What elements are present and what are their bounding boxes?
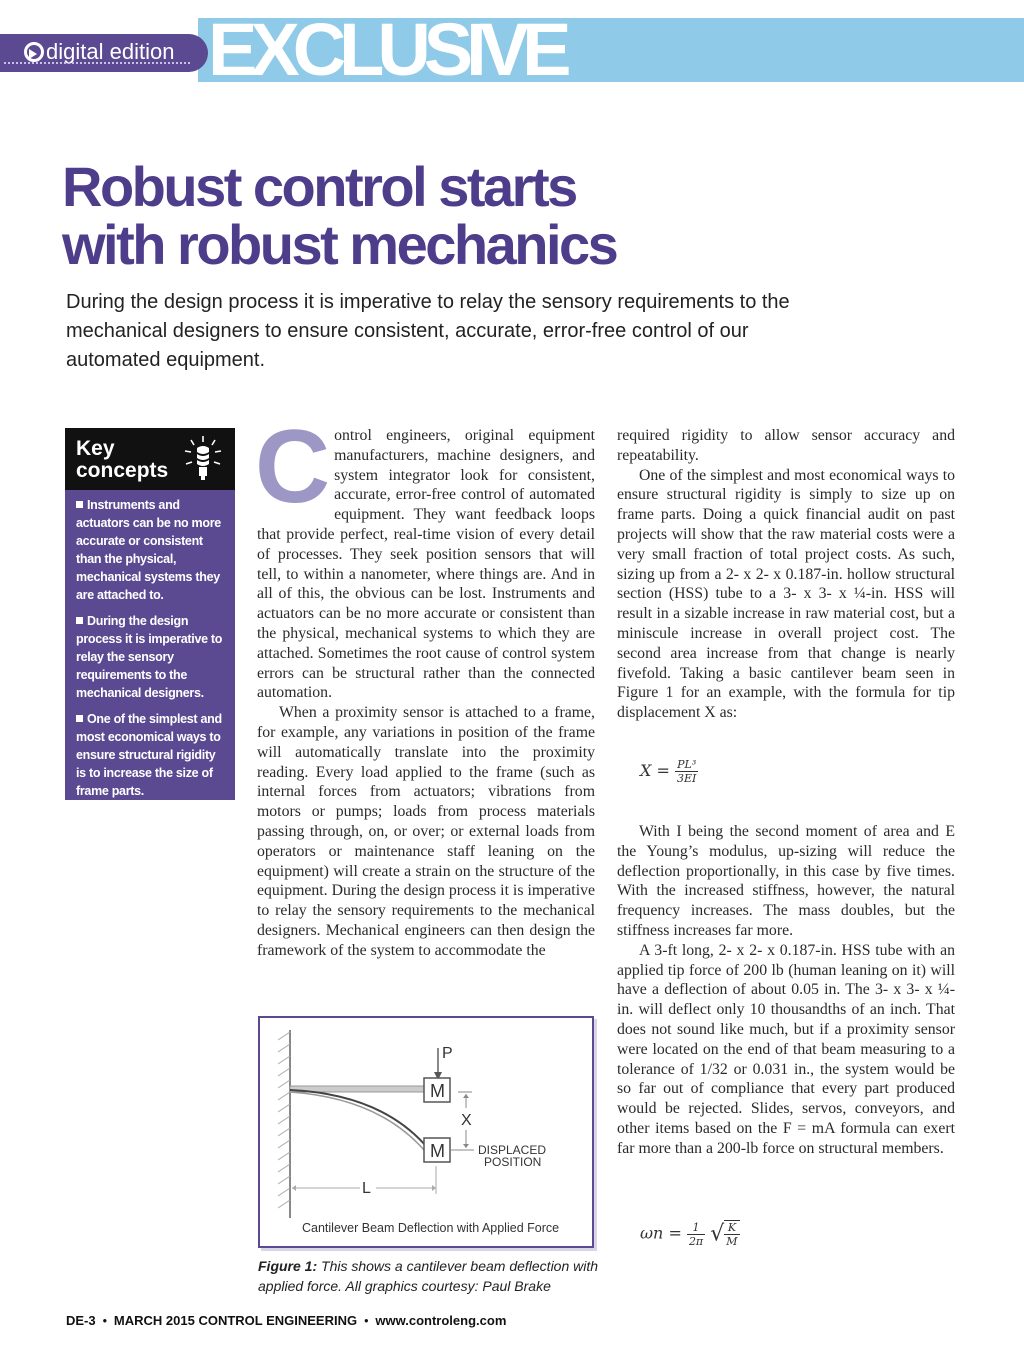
equation-lhs: ωn = (640, 1223, 682, 1243)
equation-fraction (675, 758, 698, 785)
figure-1 (258, 1016, 594, 1248)
load-label: P (442, 1045, 453, 1062)
equation-numerator: PL³ (675, 758, 698, 772)
figure-caption (258, 1256, 603, 1296)
digital-edition-tab[interactable] (0, 34, 208, 72)
bullet-square-icon (76, 715, 83, 722)
deflection-label: X (461, 1112, 472, 1129)
length-label: L (362, 1180, 371, 1197)
body-paragraph: With I being the second moment of area and E the Young’s modulus, up-sizing will reduce the deflection proportionally, in this case by five times. With the increased stiffness, however, the natural frequency increases. The mass doubles, but the stiffness increases far more. (617, 823, 955, 939)
issue-info: MARCH 2015 CONTROL ENGINEERING (113, 1313, 358, 1328)
displaced-label-1: DISPLACED (478, 1143, 547, 1157)
equation-fraction (687, 1221, 705, 1248)
dotted-underline (4, 62, 190, 64)
equation-denominator: 3EI (676, 772, 697, 785)
body-paragraph: required rigidity to allow sensor accuracy and repeatability. (617, 427, 955, 464)
body-paragraph: One of the simplest and most economical ways to ensure structural rigidity is simply to size up on frame parts. Doing a quick financial audit on past projects will show that the raw material costs were a very small fraction of total project costs. As such, sizing up from a 2- x 2- x 0.187-in. hollow structural section (HSS) tube to a 3- x 3- x ¼-in. HSS will result in a sizable increase in raw material cost, but a miniscule increase in overall project cost. The second area increase from that change is nearly fivefold. Taking a basic cantilever beam seen in Figure 1 for an example, with the formula for tip displacement X as: (617, 466, 955, 722)
mass-label-displaced: M (430, 1141, 445, 1161)
key-concepts-title-line2: concepts (76, 459, 169, 482)
page-number: DE-3 (66, 1313, 96, 1328)
key-concept-text: One of the simplest and most economical ways to ensure structural rigidity is to increase the size of frame parts. (76, 712, 222, 798)
displaced-label-2: POSITION (484, 1155, 542, 1169)
key-concepts-title-line1: Key (76, 437, 115, 460)
digital-edition-label: digital edition (46, 39, 175, 64)
cantilever-diagram (260, 1018, 592, 1246)
body-paragraph: When a proximity sensor is attached to a frame, for example, any variations in position of the frame will automatically translate into the proximity reading. Every load applied to the frame (such as internal forces from actuators; vibrations from motors or pumps; loads from process materials passing through, on, or over; or external loads from operators or maintenance staff leaning on the equipment) will create a strain on the structure of the equipment. During the design process it is imperative to relay the sensory requirements to the mechanical designers. Mechanical engineers can then design the framework of the system to accommodate the (257, 704, 595, 959)
header-banner (0, 8, 1024, 91)
article-title (62, 155, 962, 276)
radical-sign-icon: √ (710, 1221, 725, 1247)
diagram-title: Cantilever Beam Deflection with Applied Force (302, 1221, 560, 1235)
footer-separator: • (102, 1314, 107, 1328)
footer-separator: • (364, 1314, 369, 1328)
body-paragraph: ontrol engineers, original equipment manufacturers, machine designers, and system integrator look for consistent, accurate, error-free control of automated equipment. They want feedback loops that provide perfect, real-time vision of every detail of processes. They seek position sensors that will tell, to within a nanometer, where things are. And in all of this, the obvious can be lost. Instruments and actuators can be no more accurate or consistent than the physical, mechanical systems to which they are attached. Sometimes the root cause of control system errors can be structural rather than the connected automation. (257, 427, 595, 702)
caption-text: This shows a cantilever beam deflection with applied force. All graphics courtesy: Paul Brake (258, 1258, 599, 1294)
article-deck: During the design process it is imperative to relay the sensory requirements to the mechanical designers to ensure consistent, accurate, error-free control of our automated equipment. (66, 291, 790, 371)
equation-denominator: 2π (688, 1234, 704, 1248)
key-concept-item (76, 710, 227, 800)
equation-numerator: 1 (687, 1221, 705, 1235)
mass-label-original: M (430, 1081, 445, 1101)
key-concept-text: Instruments and actuators can be no more accurate or consistent than the physical, mechanical systems they are attached to. (76, 498, 221, 602)
title-line-1: Robust control starts (62, 155, 576, 218)
bullet-square-icon (76, 617, 83, 624)
key-concept-item (76, 496, 227, 604)
body-paragraph: A 3-ft long, 2- x 2- x 0.187-in. HSS tube with an applied tip force of 200 lb (human leaning on it) will have a deflection of about 0.05 in. The 3- x 3- x ¼-in. will deflect only 10 thousandths of an inch. That does not sound like much, but if a proximity sensor were located on the end of that beam measuring to a tolerance of 1/32 or 0.031 in., the system would be so far out of compliance that every part produced would be rejected. Slides, servos, conveyors, and other items based on the F = mA formula can exert far more than a 200-lb force on structural members. (617, 941, 955, 1157)
title-line-2: with robust mechanics (62, 213, 617, 276)
arrow-circle-icon (24, 42, 44, 62)
equation-radicand (724, 1220, 739, 1248)
equation-denominator: M (726, 1235, 738, 1248)
body-column-2 (617, 426, 955, 723)
caption-label: Figure 1: (258, 1258, 318, 1274)
natural-frequency-equation (640, 1220, 740, 1248)
key-concept-text: During the design process it is imperative to relay the sensory requirements to the mechanical designers. (76, 614, 223, 700)
equation-numerator: K (724, 1221, 739, 1235)
body-column-1 (255, 409, 595, 961)
drop-cap: C (255, 409, 331, 525)
lightbulb-icon (183, 434, 223, 484)
key-concepts-box (65, 428, 235, 800)
equation-lhs: X = (640, 761, 670, 780)
section-label: EXCLUSIVE (208, 8, 565, 91)
deflection-equation (640, 758, 698, 785)
body-column-2-continued (617, 822, 955, 1159)
key-concepts-header (65, 428, 235, 490)
bullet-square-icon (76, 501, 83, 508)
site-url[interactable]: www.controleng.com (375, 1313, 507, 1328)
key-concepts-list (65, 490, 235, 800)
page-footer (66, 1313, 506, 1328)
key-concept-item (76, 612, 227, 702)
